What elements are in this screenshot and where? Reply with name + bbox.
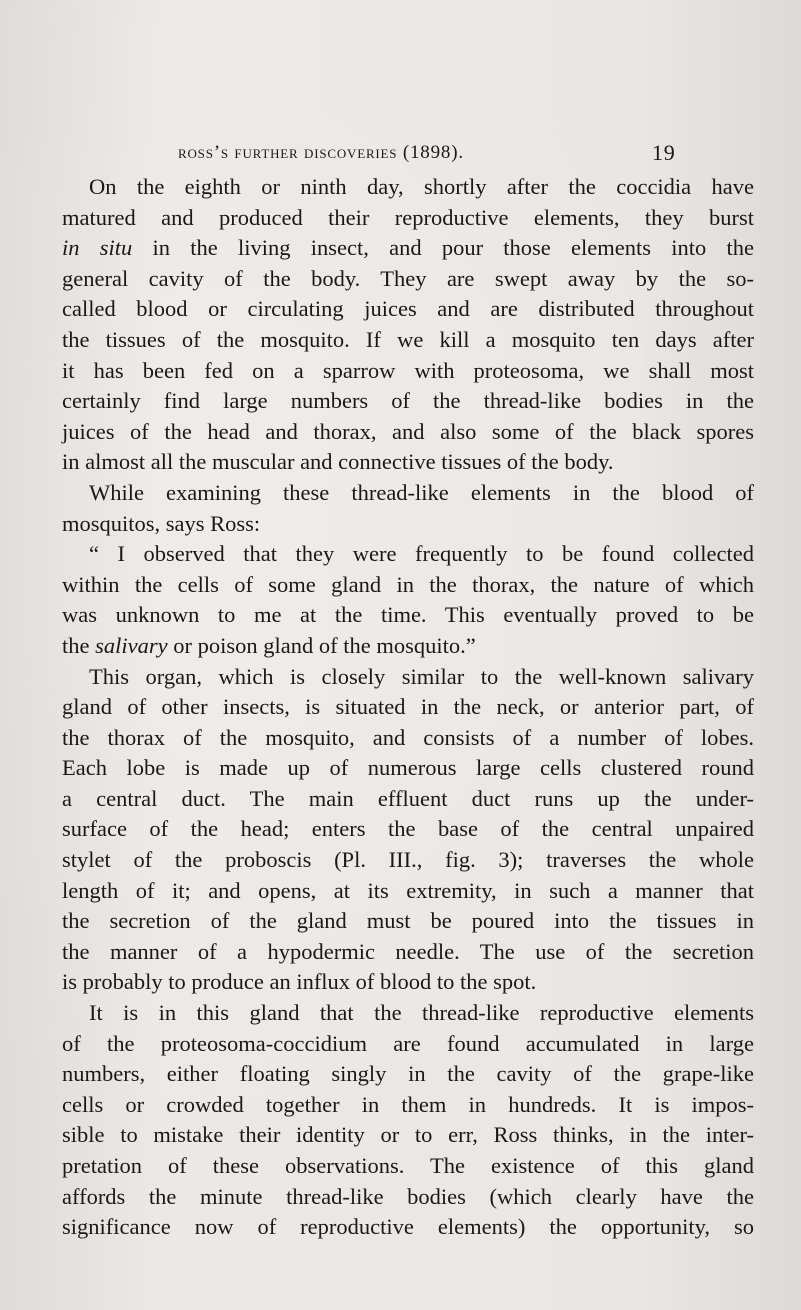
- text-line: general cavity of the body. They are swept away by the so-: [62, 265, 754, 291]
- text-line: length of it; and opens, at its extremity, in such a manner that: [62, 877, 754, 903]
- text-line: While examining these thread-like elements in the blood of: [89, 479, 754, 505]
- text-line: within the cells of some gland in the thorax, the nature of which: [62, 571, 754, 597]
- text-line: stylet of the proboscis (Pl. III., fig. 3); traverses the whole: [62, 847, 754, 873]
- running-title: ross’s further discoveries (1898).: [178, 142, 464, 163]
- text-line: juices of the head and thorax, and also some of the black spores: [62, 418, 754, 444]
- text-line: surface of the head; enters the base of the central unpaired: [62, 816, 754, 842]
- text-line: the thorax of the mosquito, and consists of a number of lobes.: [62, 724, 754, 750]
- line-rest: or poison gland of the mosquito.”: [167, 632, 476, 658]
- text-line-with-italic: [62, 631, 754, 662]
- line-start: the: [62, 632, 96, 658]
- line-rest: in the living insect, and pour those elements into the: [132, 235, 754, 261]
- text-line: significance now of reproductive elements) the opportunity, so: [62, 1214, 754, 1240]
- text-line: numbers, either floating singly in the cavity of the grape-like: [62, 1061, 754, 1087]
- text-line: This organ, which is closely similar to the well-known salivary: [89, 663, 754, 689]
- text-line: It is in this gland that the thread-like reproductive elements: [89, 1000, 754, 1026]
- text-line: mosquitos, says Ross:: [62, 510, 261, 536]
- text-line: was unknown to me at the time. This eventually proved to be: [62, 602, 754, 628]
- text-line: sible to mistake their identity or to err, Ross thinks, in the inter-: [62, 1122, 754, 1148]
- text-line: is probably to produce an influx of blood to the spot.: [62, 969, 537, 995]
- text-line: On the eighth or ninth day, shortly after the coccidia have: [89, 174, 754, 199]
- text-line: affords the minute thread-like bodies (which clearly have the: [62, 1183, 754, 1209]
- text-line: the manner of a hypodermic needle. The use of the secretion: [62, 938, 754, 964]
- text-line: matured and produced their reproductive elements, they burst: [62, 204, 754, 230]
- body-text: [62, 172, 754, 1243]
- text-line: in almost all the muscular and connective tissues of the body.: [62, 449, 614, 475]
- text-line: cells or crowded together in them in hundreds. It is impos-: [62, 1091, 754, 1117]
- text-line: pretation of these observations. The existence of this gland: [62, 1153, 754, 1178]
- text-line: it has been fed on a sparrow with proteosoma, we shall most: [62, 357, 754, 383]
- text-line: the secretion of the gland must be poured into the tissues in: [62, 908, 754, 934]
- italic-phrase: salivary: [95, 632, 168, 658]
- text-line-with-italic: [62, 233, 754, 264]
- text-line: called blood or circulating juices and are distributed throughout: [62, 296, 754, 322]
- text-line: of the proteosoma-coccidium are found accumulated in large: [62, 1030, 754, 1056]
- text-line: Each lobe is made up of numerous large cells clustered round: [62, 755, 754, 781]
- page-header: [178, 136, 778, 170]
- text-line: gland of other insects, is situated in the neck, or anterior part, of: [62, 694, 754, 720]
- text-line: certainly find large numbers of the thread-like bodies in the: [62, 388, 754, 414]
- italic-phrase: in situ: [62, 235, 133, 261]
- text-line: “ I observed that they were frequently to be found collected: [89, 541, 754, 567]
- text-line: a central duct. The main effluent duct runs up the under-: [62, 785, 754, 811]
- text-line: the tissues of the mosquito. If we kill a mosquito ten days after: [62, 326, 754, 352]
- page-number: 19: [652, 140, 676, 165]
